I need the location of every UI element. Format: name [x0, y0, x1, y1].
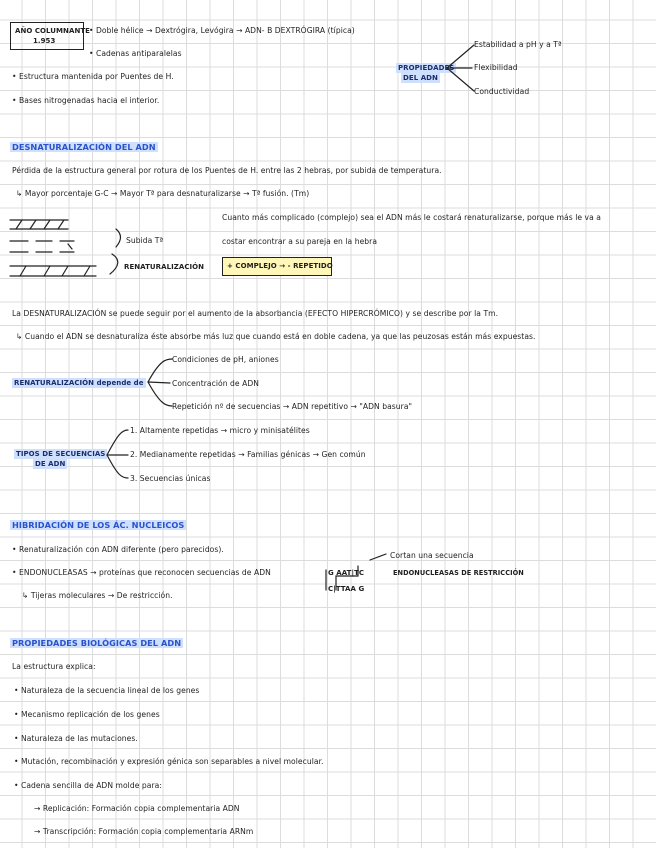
bio-sub-2: → Transcripción: Formación copia complementaria ARNm — [34, 827, 254, 836]
bases-line: • Bases nitrogenadas hacia el interior. — [12, 96, 160, 105]
props-label-1: PROPIEDADES — [398, 64, 455, 72]
subida-label: Subida Tª — [126, 236, 164, 245]
prop-conductivity: Conductividad — [474, 87, 530, 96]
denat-p3a: Cuanto más complicado (complejo) sea el ADN más le costará renaturalizarse, porque más le va a — [222, 213, 601, 222]
bio-item-2: • Mecanismo replicación de los genes — [14, 710, 160, 719]
denat-p3b: costar encontrar a su pareja en la hebra — [222, 237, 378, 246]
hbond-line: • Estructura mantenida por Puentes de H. — [12, 72, 174, 81]
prop-flexibility: Flexibilidad — [474, 63, 518, 72]
type-2: 2. Medianamente repetidas → Familias génicas → Gen común — [130, 450, 366, 459]
type-3: 3. Secuencias únicas — [130, 474, 211, 483]
types-label-2: DE ADN — [35, 460, 66, 468]
bio-item-4: • Mutación, recombinación y expresión génica son separables a nivel molecular. — [14, 757, 324, 766]
prop-stability: Estabilidad a pH y a Tª — [474, 40, 562, 49]
double-helix-line: • Doble hélice → Dextrógira, Levógira → ADN- B DEXTRÓGIRA (típica) — [89, 26, 355, 35]
bio-item-1: • Naturaleza de la secuencia lineal de los genes — [14, 686, 200, 695]
year-box-line2: 1.953 — [33, 37, 56, 45]
props-label-2: DEL ADN — [403, 74, 438, 82]
seq-bottom: C|TTAA G — [328, 585, 365, 593]
denat-p4: La DESNATURALIZACIÓN se puede seguir por el aumento de la absorbancia (EFECTO HIPERCRÓMICO) y se describe por la Tm. — [12, 309, 499, 318]
bio-sub-1: → Replicación: Formación copia complementaria ADN — [34, 804, 240, 813]
antiparallel-line: • Cadenas antiparalelas — [89, 49, 182, 58]
endo-label: ENDONUCLEASAS DE RESTRICCIÓN — [393, 569, 524, 577]
bio-title: PROPIEDADES BIOLÓGICAS DEL ADN — [12, 638, 182, 648]
type-1: 1. Altamente repetidas → micro y minisatélites — [130, 426, 310, 435]
bio-item-5: • Cadena sencilla de ADN molde para: — [14, 781, 162, 790]
hibrid-b1: • Renaturalización con ADN diferente (pero parecidos). — [12, 545, 224, 554]
bio-intro: La estructura explica: — [12, 662, 96, 671]
denat-title: DESNATURALIZACIÓN DEL ADN — [12, 142, 156, 152]
hibrid-b3: ↳ Tijeras moleculares → De restricción. — [22, 591, 173, 600]
hibrid-title: HIBRIDACIÓN DE LOS ÁC. NUCLEICOS — [12, 520, 185, 530]
bio-item-3: • Naturaleza de las mutaciones. — [14, 734, 138, 743]
depends-rep: Repetición nº de secuencias → ADN repetitivo → "ADN basura" — [172, 402, 413, 411]
renat-label: RENATURALIZACIÓN — [124, 263, 205, 271]
denat-p2: ↳ Mayor porcentaje G-C → Mayor Tª para desnaturalizarse → Tª fusión. (Tm) — [16, 189, 310, 198]
depends-conc: Concentración de ADN — [172, 379, 259, 388]
cut-label: Cortan una secuencia — [390, 551, 474, 560]
depends-ph: Condiciones de pH, aniones — [172, 355, 279, 364]
renat-depends-label: RENATURALIZACIÓN depende de — [14, 379, 144, 387]
types-label-1: TIPOS DE SECUENCIAS — [16, 450, 106, 458]
hibrid-b2: • ENDONUCLEASAS → proteínas que reconocen secuencias de ADN — [12, 568, 271, 577]
seq-top: G AAT|TC — [328, 569, 365, 577]
complex-text: + COMPLEJO → - REPETIDO — [227, 262, 333, 270]
denat-p1: Pérdida de la estructura general por rotura de los Puentes de H. entre las 2 hebras, por subida de temperatura. — [12, 166, 442, 175]
denat-p5: ↳ Cuando el ADN se desnaturaliza éste absorbe más luz que cuando está en doble cadena, ya que las peuzosas están más expuestas. — [16, 332, 536, 341]
year-box-line1: AÑO COLUMNANTE — [15, 27, 91, 35]
